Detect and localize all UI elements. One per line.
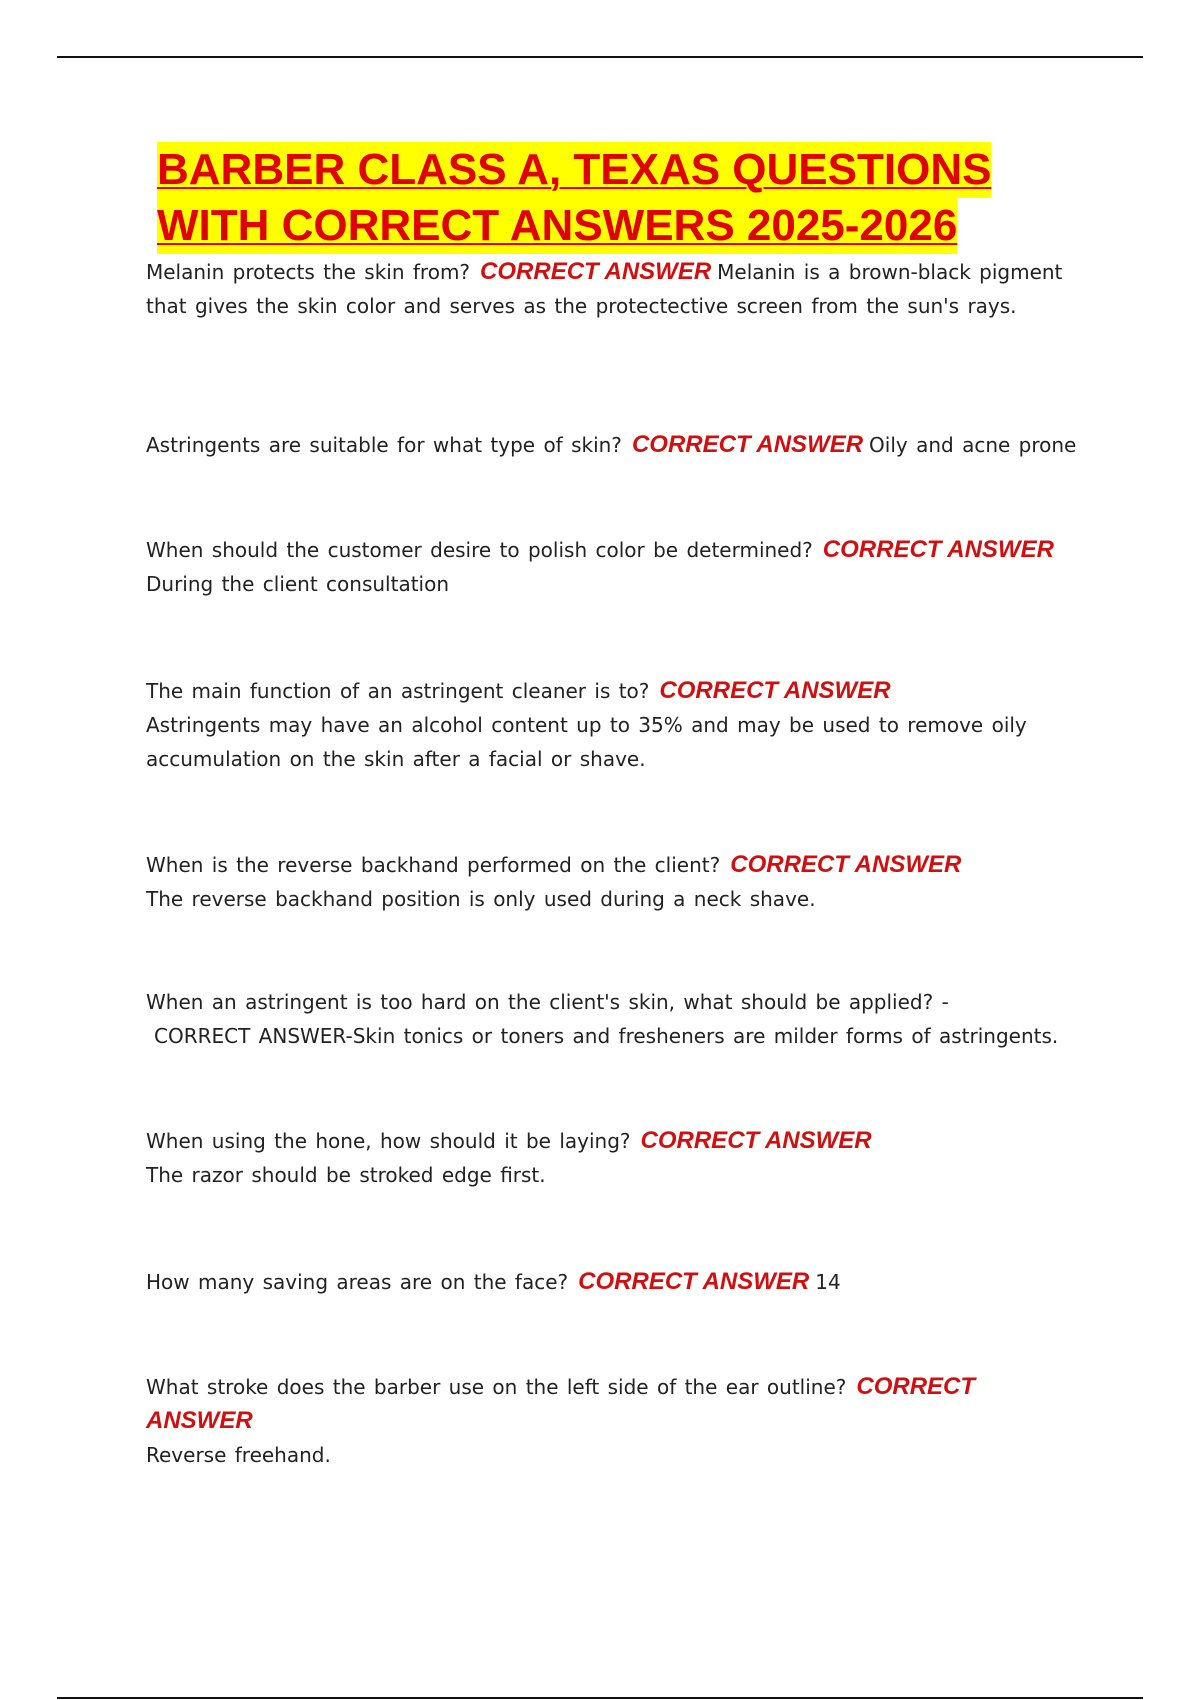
answer-text: The razor should be stroked edge first. [146, 1163, 546, 1187]
correct-answer-label: CORRECT ANSWER [822, 536, 1054, 563]
qa-item-1 [146, 255, 1086, 323]
question-text: When is the reverse backhand performed on the client? [146, 853, 721, 877]
answer-text: 14 [815, 1270, 841, 1294]
answer-text: Oily and acne prone [869, 433, 1077, 457]
title-line-2: WITH CORRECT ANSWERS 2025-2026 [157, 198, 957, 254]
qa-item-6 [146, 985, 1086, 1053]
question-text: When an astringent is too hard on the client's skin, what should be applied? - [146, 990, 949, 1014]
answer-text: Astringents may have an alcohol content up to 35% and may be used to remove oily accumulation on the skin after a facial or shave. [146, 713, 1027, 771]
answer-text: CORRECT ANSWER-Skin tonics or toners and fresheners are milder forms of astringents. [154, 1024, 1059, 1048]
correct-answer-label: CORRECT ANSWER [146, 1373, 976, 1434]
answer-text: Melanin is a brown-black pigment that gives the skin color and serves as the protectective screen from the sun's rays. [146, 260, 1063, 318]
qa-item-4 [146, 674, 1086, 776]
qa-item-7 [146, 1124, 1086, 1192]
question-text: Astringents are suitable for what type of skin? [146, 433, 622, 457]
answer-text: The reverse backhand position is only used during a neck shave. [146, 887, 816, 911]
title-line-1: BARBER CLASS A, TEXAS QUESTIONS [157, 142, 991, 198]
answer-text: Reverse freehand. [146, 1443, 331, 1467]
correct-answer-label: CORRECT ANSWER [631, 431, 864, 458]
qa-item-2 [146, 428, 1086, 462]
qa-item-5 [146, 848, 1086, 916]
correct-answer-label: CORRECT ANSWER [640, 1127, 872, 1154]
top-rule [57, 56, 1143, 58]
question-text: Melanin protects the skin from? [146, 260, 471, 284]
bottom-rule [57, 1697, 1143, 1699]
question-text: The main function of an astringent cleaner is to? [146, 679, 650, 703]
qa-item-8 [146, 1265, 1086, 1299]
question-text: When should the customer desire to polish color be determined? [146, 538, 813, 562]
correct-answer-label: CORRECT ANSWER [480, 258, 712, 285]
qa-item-9 [146, 1370, 1086, 1472]
correct-answer-label: CORRECT ANSWER [730, 851, 962, 878]
qa-item-3 [146, 533, 1086, 601]
question-text: When using the hone, how should it be laying? [146, 1129, 631, 1153]
correct-answer-label: CORRECT ANSWER [578, 1268, 810, 1295]
page-title [157, 142, 1087, 254]
correct-answer-label: CORRECT ANSWER [659, 677, 891, 704]
answer-text: During the client consultation [146, 572, 450, 596]
question-text: What stroke does the barber use on the left side of the ear outline? [146, 1375, 847, 1399]
question-text: How many saving areas are on the face? [146, 1270, 569, 1294]
